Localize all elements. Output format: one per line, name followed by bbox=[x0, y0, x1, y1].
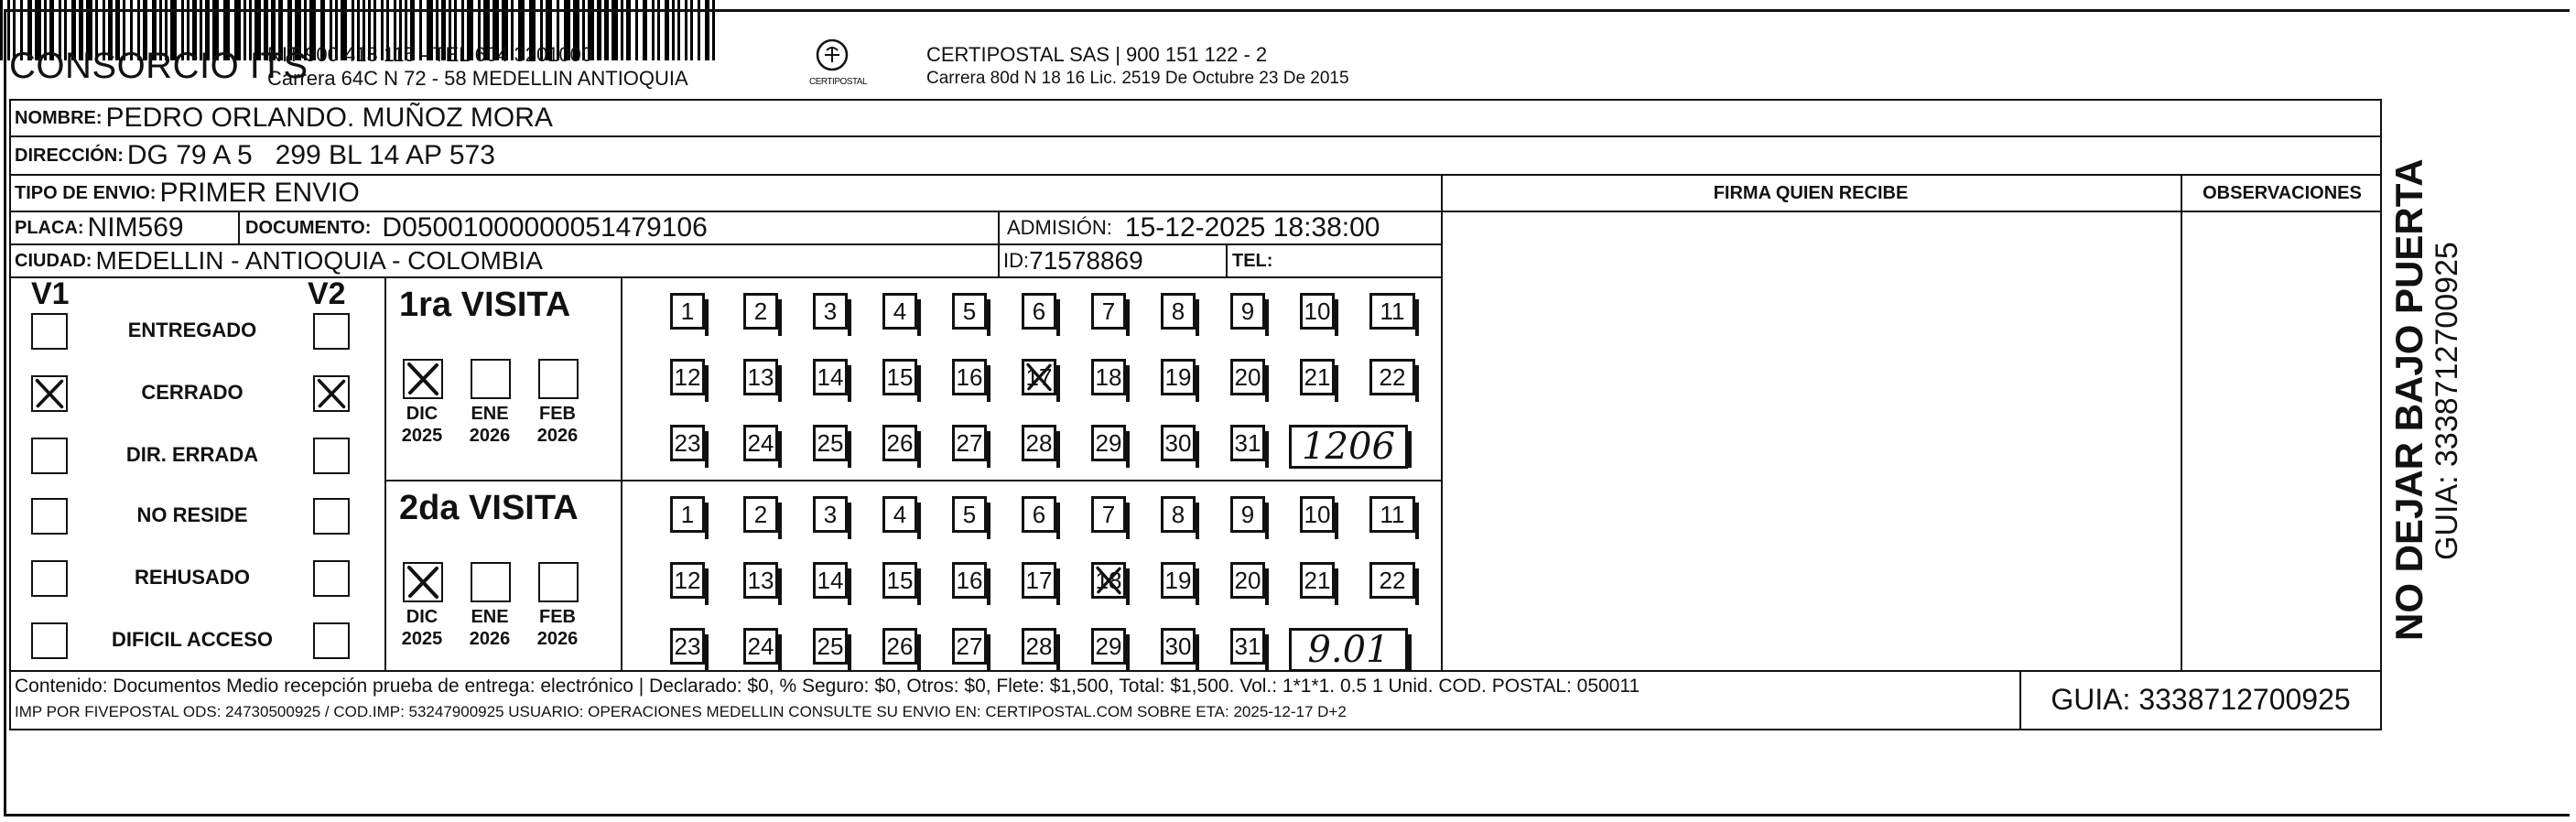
day-box[interactable]: 6 bbox=[1022, 496, 1056, 533]
v2-checkbox[interactable] bbox=[313, 438, 350, 474]
day-box[interactable]: 15 bbox=[882, 359, 917, 395]
day-box[interactable]: 1 bbox=[670, 293, 705, 330]
carrier-address: Carrera 80d N 18 16 Lic. 2519 De Octubre 23 De 2015 bbox=[926, 69, 1349, 88]
document-label: DOCUMENTO: bbox=[245, 217, 372, 238]
month-label: FEB 2026 bbox=[536, 404, 579, 446]
day-box[interactable]: 17 bbox=[1022, 562, 1056, 599]
v2-header: V2 bbox=[308, 276, 346, 311]
v2-checkbox[interactable] bbox=[313, 375, 350, 412]
day-box[interactable]: 11 bbox=[1369, 496, 1415, 533]
day-box[interactable]: 20 bbox=[1230, 562, 1265, 599]
day-box[interactable]: 11 bbox=[1369, 293, 1415, 330]
month-checkbox[interactable] bbox=[538, 562, 579, 602]
day-box[interactable]: 23 bbox=[670, 425, 705, 461]
day-box[interactable]: 29 bbox=[1091, 425, 1126, 461]
handwritten-x-mark bbox=[405, 361, 441, 397]
city-label: CIUDAD: bbox=[15, 250, 92, 271]
day-box[interactable]: 20 bbox=[1230, 359, 1265, 395]
plate-label: PLACA: bbox=[15, 217, 84, 238]
day-box[interactable]: 8 bbox=[1161, 293, 1196, 330]
observations-column-header: OBSERVACIONES bbox=[2203, 182, 2362, 203]
day-box[interactable]: 22 bbox=[1369, 359, 1415, 395]
v1-checkbox[interactable] bbox=[31, 438, 68, 474]
day-box[interactable]: 13 bbox=[743, 359, 778, 395]
logo-caption: CERTIPOSTAL bbox=[809, 77, 868, 87]
day-box[interactable]: 14 bbox=[813, 562, 848, 599]
day-box[interactable]: 24 bbox=[743, 425, 778, 461]
day-box[interactable]: 30 bbox=[1161, 628, 1196, 665]
month-checkbox[interactable] bbox=[471, 562, 511, 602]
month-label: ENE 2026 bbox=[469, 404, 511, 446]
day-box[interactable]: 4 bbox=[882, 496, 917, 533]
signature-column-header: FIRMA QUIEN RECIBE bbox=[1713, 182, 1909, 203]
day-box[interactable]: 16 bbox=[952, 562, 987, 599]
no-under-door-warning: NO DEJAR BAJO PUERTA bbox=[2387, 158, 2430, 641]
day-box[interactable]: 13 bbox=[743, 562, 778, 599]
day-box[interactable]: 7 bbox=[1091, 293, 1126, 330]
day-box[interactable]: 14 bbox=[813, 359, 848, 395]
day-box[interactable]: 15 bbox=[882, 562, 917, 599]
day-box[interactable]: 22 bbox=[1369, 562, 1415, 599]
day-box[interactable]: 29 bbox=[1091, 628, 1126, 665]
day-box[interactable]: 5 bbox=[952, 496, 987, 533]
day-box[interactable]: 26 bbox=[882, 628, 917, 665]
visit-time-box[interactable]: 9.01 bbox=[1289, 628, 1408, 672]
day-box[interactable]: 28 bbox=[1022, 425, 1056, 461]
day-box[interactable]: 1 bbox=[670, 496, 705, 533]
day-box[interactable]: 2 bbox=[743, 293, 778, 330]
day-box[interactable]: 31 bbox=[1230, 425, 1265, 461]
contents-line: Contenido: Documentos Medio recepción prueba de entrega: electrónico | Declarado: $0, % Seguro: $0, Otros: $0, Flete: $1,500, Total: $1,500. Vol.: 1*1*1. 0.5 1 Unid. COD. POSTAL: 050011 bbox=[15, 676, 1640, 697]
visit-title: 1ra VISITA bbox=[399, 286, 571, 324]
day-box[interactable]: 4 bbox=[882, 293, 917, 330]
admission-value: 15-12-2025 18:38:00 bbox=[1124, 212, 1380, 243]
day-box[interactable]: 6 bbox=[1022, 293, 1056, 330]
day-box[interactable]: 17 bbox=[1022, 359, 1056, 395]
address-label: DIRECCIÓN: bbox=[15, 145, 124, 166]
day-box[interactable]: 21 bbox=[1300, 359, 1335, 395]
day-box[interactable]: 12 bbox=[670, 562, 705, 599]
day-box[interactable]: 21 bbox=[1300, 562, 1335, 599]
v2-checkbox[interactable] bbox=[313, 313, 350, 350]
v2-checkbox[interactable] bbox=[313, 560, 350, 597]
tel-label: TEL: bbox=[1232, 250, 1273, 271]
day-box[interactable]: 30 bbox=[1161, 425, 1196, 461]
company-nit: NIT 900 413 115 - TEL 604 3201000 bbox=[267, 43, 593, 66]
day-box[interactable]: 8 bbox=[1161, 496, 1196, 533]
visit-time-box[interactable]: 1206 bbox=[1289, 425, 1408, 469]
v1-checkbox[interactable] bbox=[31, 622, 68, 659]
month-label: ENE 2026 bbox=[469, 607, 511, 649]
status-label: DIR. ERRADA bbox=[125, 443, 259, 466]
v1-header: V1 bbox=[31, 276, 70, 311]
handwritten-x-mark bbox=[405, 564, 441, 600]
v1-checkbox[interactable] bbox=[31, 313, 68, 350]
recipient-address: DG 79 A 5 299 BL 14 AP 573 bbox=[126, 140, 495, 170]
month-checkbox[interactable] bbox=[403, 562, 443, 602]
visit-title: 2da VISITA bbox=[399, 489, 579, 527]
day-box[interactable]: 3 bbox=[813, 496, 848, 533]
v2-checkbox[interactable] bbox=[313, 622, 350, 659]
name-label: NOMBRE: bbox=[15, 107, 103, 128]
day-box[interactable]: 23 bbox=[670, 628, 705, 665]
certipostal-logo-icon bbox=[811, 37, 853, 79]
company-name: CONSORCIO ITS bbox=[9, 46, 308, 86]
side-guide-number: GUIA: 3338712700925 bbox=[2430, 242, 2464, 560]
month-checkbox[interactable] bbox=[538, 359, 579, 399]
month-checkbox[interactable] bbox=[403, 359, 443, 399]
day-box[interactable]: 24 bbox=[743, 628, 778, 665]
day-box[interactable]: 2 bbox=[743, 496, 778, 533]
day-box[interactable]: 28 bbox=[1022, 628, 1056, 665]
id-value: 71578869 bbox=[1029, 246, 1143, 275]
status-label: REHUSADO bbox=[135, 566, 250, 589]
status-label: CERRADO bbox=[141, 381, 244, 404]
id-label: ID: bbox=[1003, 249, 1030, 272]
day-box[interactable]: 19 bbox=[1161, 562, 1196, 599]
status-label: DIFICIL ACCESO bbox=[111, 628, 273, 651]
day-box[interactable]: 31 bbox=[1230, 628, 1265, 665]
day-box[interactable]: 10 bbox=[1300, 293, 1335, 330]
shipment-type: PRIMER ENVIO bbox=[159, 178, 360, 208]
month-label: DIC 2025 bbox=[401, 404, 443, 446]
document-value: D05001000000051479106 bbox=[382, 212, 708, 243]
handwritten-x-mark bbox=[33, 377, 66, 410]
day-box[interactable]: 5 bbox=[952, 293, 987, 330]
guide-number-box: GUIA: 3338712700925 bbox=[2051, 682, 2351, 716]
day-box[interactable]: 18 bbox=[1091, 359, 1126, 395]
day-box[interactable]: 12 bbox=[670, 359, 705, 395]
v1-checkbox[interactable] bbox=[31, 498, 68, 535]
print-info-line: IMP POR FIVEPOSTAL ODS: 24730500925 / COD.IMP: 53247900925 USUARIO: OPERACIONES MEDELLIN CONSULTE SU ENVIO EN: CERTIPOSTAL.COM SOBRE ETA: 2025-12-17 D+2 bbox=[15, 703, 1347, 720]
type-label: TIPO DE ENVIO: bbox=[15, 182, 157, 203]
day-box[interactable]: 9 bbox=[1230, 293, 1265, 330]
v2-checkbox[interactable] bbox=[313, 498, 350, 535]
day-box[interactable]: 26 bbox=[882, 425, 917, 461]
day-box[interactable]: 7 bbox=[1091, 496, 1126, 533]
admission-label: ADMISIÓN: bbox=[1007, 216, 1112, 239]
v1-checkbox[interactable] bbox=[31, 560, 68, 597]
v1-checkbox[interactable] bbox=[31, 375, 68, 412]
status-label: ENTREGADO bbox=[127, 319, 257, 341]
handwritten-x-mark bbox=[315, 377, 348, 410]
day-box[interactable]: 25 bbox=[813, 425, 848, 461]
month-label: DIC 2025 bbox=[401, 607, 443, 649]
day-box[interactable]: 18 bbox=[1091, 562, 1126, 599]
handwritten-x-mark bbox=[1024, 362, 1054, 393]
month-label: FEB 2026 bbox=[536, 607, 579, 649]
city-value: MEDELLIN - ANTIOQUIA - COLOMBIA bbox=[95, 246, 543, 275]
recipient-name: PEDRO ORLANDO. MUÑOZ MORA bbox=[105, 103, 553, 133]
day-box[interactable]: 27 bbox=[952, 425, 987, 461]
status-label: NO RESIDE bbox=[136, 503, 248, 526]
handwritten-x-mark bbox=[1094, 565, 1123, 596]
day-box[interactable]: 25 bbox=[813, 628, 848, 665]
day-box[interactable]: 3 bbox=[813, 293, 848, 330]
month-checkbox[interactable] bbox=[471, 359, 511, 399]
plate-value: NIM569 bbox=[87, 212, 184, 243]
carrier-info: CERTIPOSTAL SAS | 900 151 122 - 2 bbox=[926, 43, 1268, 66]
company-address: Carrera 64C N 72 - 58 MEDELLIN ANTIOQUIA bbox=[267, 67, 688, 90]
day-box[interactable]: 16 bbox=[952, 359, 987, 395]
day-box[interactable]: 19 bbox=[1161, 359, 1196, 395]
day-box[interactable]: 9 bbox=[1230, 496, 1265, 533]
day-box[interactable]: 27 bbox=[952, 628, 987, 665]
day-box[interactable]: 10 bbox=[1300, 496, 1335, 533]
